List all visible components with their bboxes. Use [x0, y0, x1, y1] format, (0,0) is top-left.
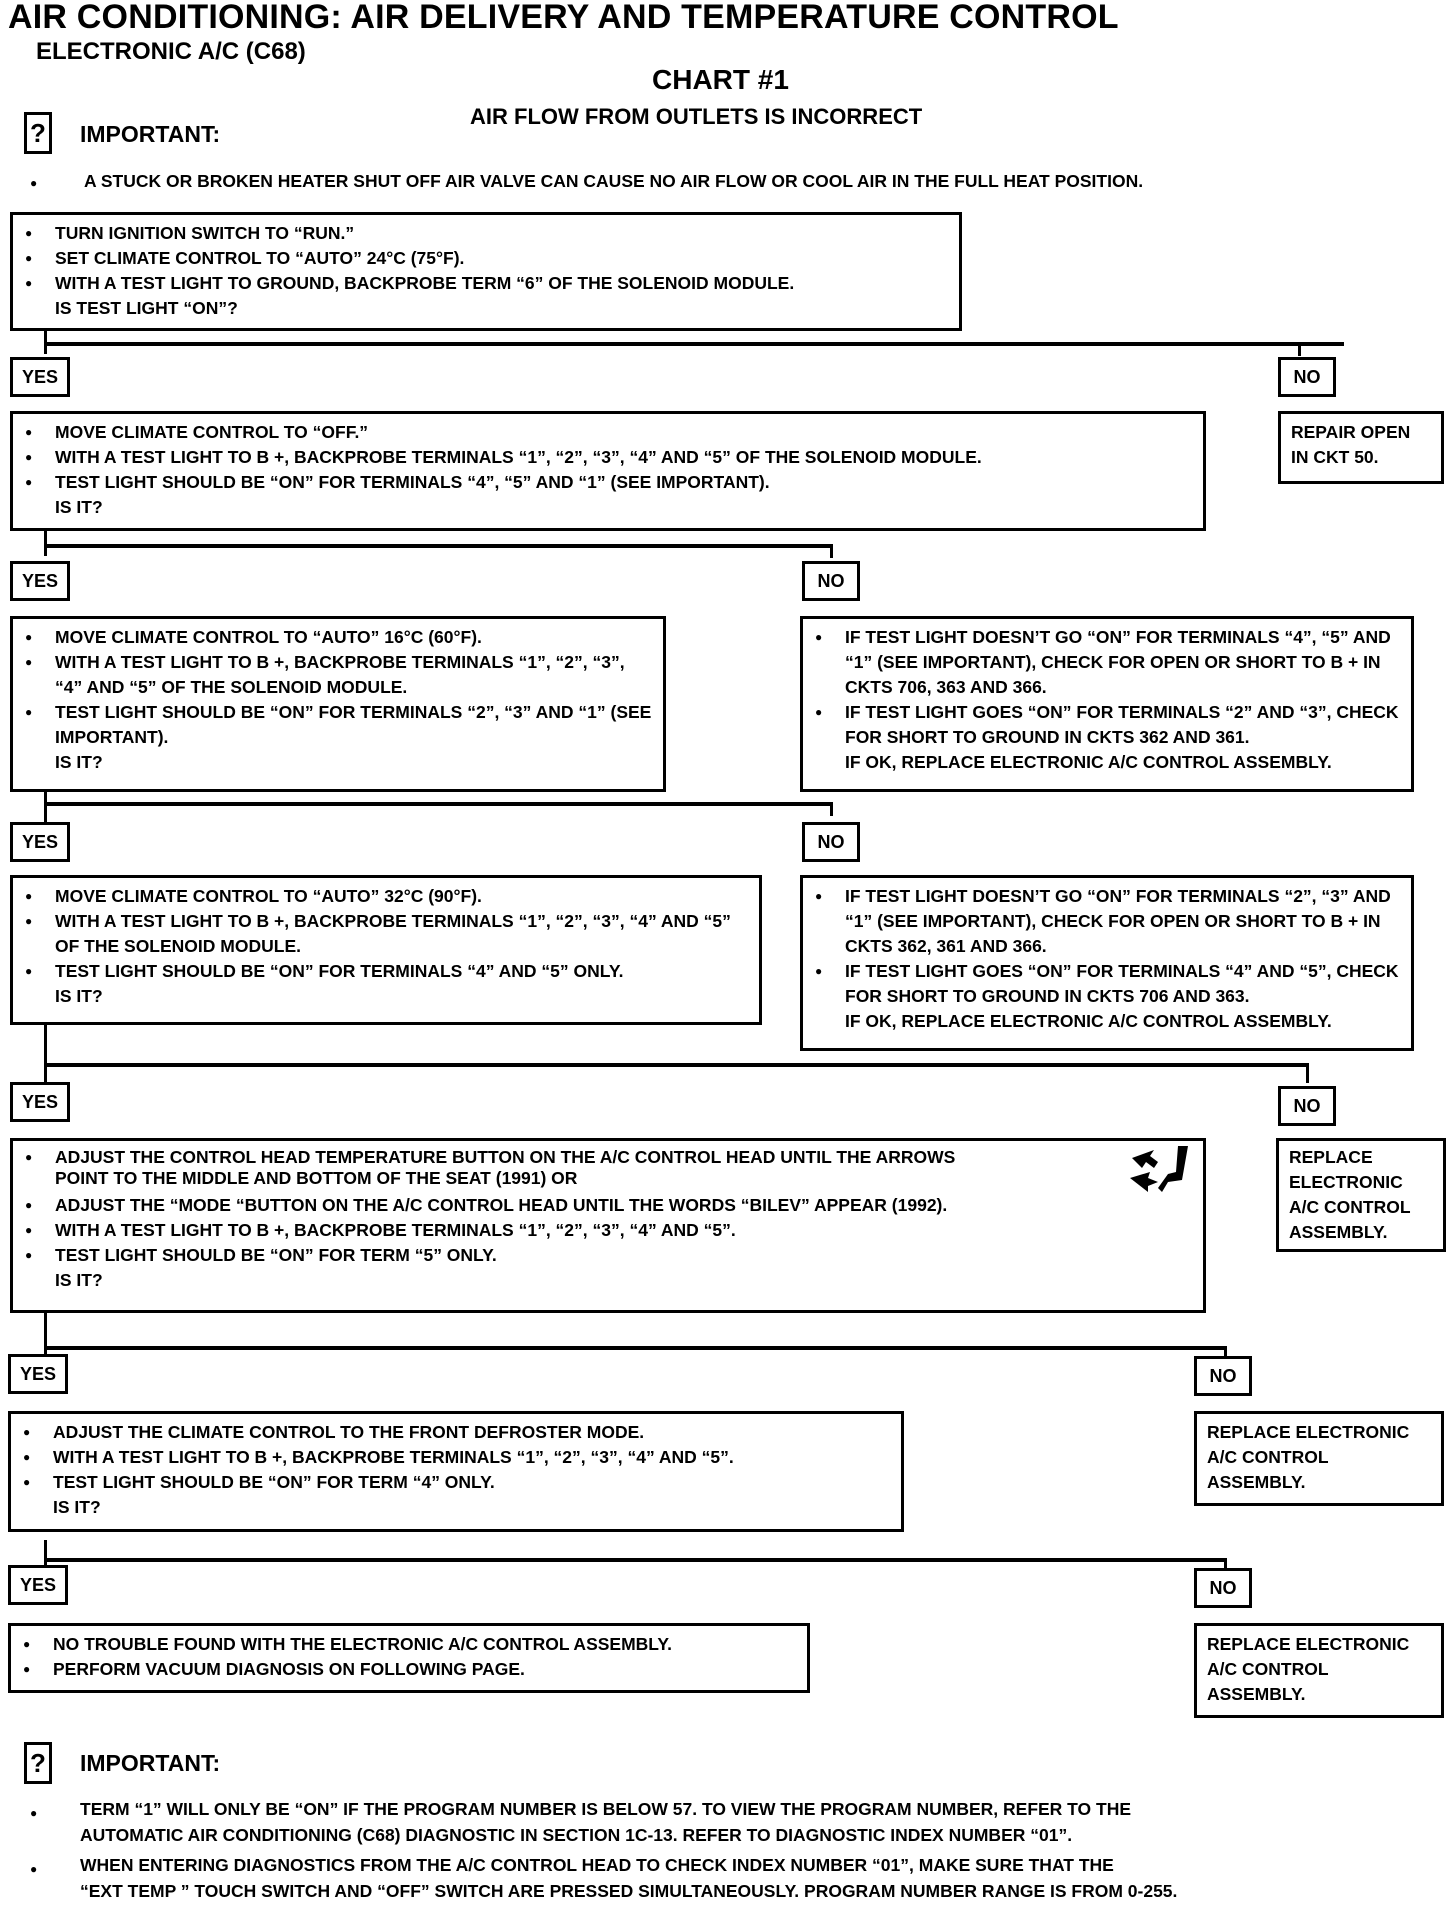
important-note: A STUCK OR BROKEN HEATER SHUT OFF AIR VALVE CAN CAUSE NO AIR FLOW OR COOL AIR IN THE FULL HEAT POSITION. — [84, 171, 1144, 191]
bullet-icon: ● — [30, 1806, 38, 1820]
step7-no-text: A/C CONTROL — [1207, 1659, 1329, 1679]
step5-item — [25, 1147, 1195, 1189]
important-icon: ? — [24, 112, 52, 154]
step5-box — [10, 1138, 1206, 1313]
connector-line — [44, 802, 832, 806]
important-note-line: AUTOMATIC AIR CONDITIONING (C68) DIAGNOSTIC IN SECTION 1C-13. REFER TO DIAGNOSTIC INDEX NUMBER “01”. — [80, 1825, 1073, 1845]
step4-item: ● MOVE CLIMATE CONTROL TO “AUTO” 32°C (90°F). — [25, 884, 751, 909]
step5-item: ● WITH A TEST LIGHT TO B +, BACKPROBE TERMINALS “1”, “2”, “3”, “4” AND “5”. — [25, 1218, 1195, 1243]
step1-no-text: REPAIR OPEN — [1291, 422, 1411, 442]
step3-question: IS IT? — [55, 752, 103, 772]
step6-item: ● ADJUST THE CLIMATE CONTROL TO THE FRONT DEFROSTER MODE. — [23, 1420, 893, 1445]
yes-label: YES — [10, 822, 70, 862]
no-label: NO — [1194, 1356, 1252, 1396]
chart-number: CHART #1 — [652, 64, 789, 95]
step2-question: IS IT? — [55, 497, 103, 517]
step2-item: ● TEST LIGHT SHOULD BE “ON” FOR TERMINALS “4”, “5” AND “1” (SEE IMPORTANT). — [25, 470, 1195, 495]
step6-question: IS IT? — [53, 1497, 101, 1517]
connector-line — [44, 530, 47, 556]
step4-box — [10, 875, 762, 1025]
important-label: IMPORTANT: — [80, 1750, 221, 1776]
connector-line — [44, 1346, 1226, 1350]
page-subtitle: ELECTRONIC A/C (C68) — [36, 38, 306, 65]
step3-no-item: ● IF TEST LIGHT DOESN’T GO “ON” FOR TERMINALS “4”, “5” AND “1” (SEE IMPORTANT), CHECK FOR OPEN OR SHORT TO B + IN CKTS 706, 363 AND 366. — [815, 625, 1403, 700]
step4-no-tail: IF OK, REPLACE ELECTRONIC A/C CONTROL ASSEMBLY. — [845, 1011, 1332, 1031]
step7-item: ● PERFORM VACUUM DIAGNOSIS ON FOLLOWING PAGE. — [23, 1657, 799, 1682]
step6-item: ● TEST LIGHT SHOULD BE “ON” FOR TERM “4” ONLY. — [23, 1470, 893, 1495]
step7-no-box — [1194, 1623, 1444, 1718]
step5-question: IS IT? — [55, 1270, 103, 1290]
step3-no-box — [800, 616, 1414, 792]
connector-line — [1306, 1063, 1309, 1083]
yes-label: YES — [10, 1082, 70, 1122]
connector-line — [44, 544, 832, 548]
step6-no-text: A/C CONTROL — [1207, 1447, 1329, 1467]
step3-item: ● MOVE CLIMATE CONTROL TO “AUTO” 16°C (60°F). — [25, 625, 655, 650]
step6-no-text: REPLACE ELECTRONIC — [1207, 1422, 1410, 1442]
connector-line — [44, 1558, 1226, 1562]
important-note-line: TERM “1” WILL ONLY BE “ON” IF THE PROGRAM NUMBER IS BELOW 57. TO VIEW THE PROGRAM NUMBER, REFER TO THE — [80, 1799, 1132, 1819]
yes-label: YES — [8, 1354, 68, 1394]
step4-question: IS IT? — [55, 986, 103, 1006]
step7-item: ● NO TROUBLE FOUND WITH THE ELECTRONIC A/C CONTROL ASSEMBLY. — [23, 1632, 799, 1657]
seat-arrows-icon — [1128, 1142, 1198, 1194]
bullet-icon: ● — [30, 176, 38, 190]
step5-no-text: A/C CONTROL — [1289, 1197, 1411, 1217]
step4-no-box — [800, 875, 1414, 1051]
bullet-icon: ● — [30, 1862, 38, 1876]
step1-box — [10, 212, 962, 331]
step1-item: ● SET CLIMATE CONTROL TO “AUTO” 24°C (75°F). — [25, 246, 951, 271]
step4-no-item: ● IF TEST LIGHT GOES “ON” FOR TERMINALS “4” AND “5”, CHECK FOR SHORT TO GROUND IN CKTS 706 AND 363. — [815, 959, 1403, 1009]
connector-line — [1298, 342, 1301, 356]
page-title: AIR CONDITIONING: AIR DELIVERY AND TEMPERATURE CONTROL — [8, 0, 1119, 36]
important-label: IMPORTANT: — [80, 121, 221, 147]
chart-subtitle: AIR FLOW FROM OUTLETS IS INCORRECT — [470, 104, 923, 129]
step2-box — [10, 411, 1206, 531]
step1-item: ● WITH A TEST LIGHT TO GROUND, BACKPROBE TERM “6” OF THE SOLENOID MODULE. — [25, 271, 951, 296]
important-note-line: WHEN ENTERING DIAGNOSTICS FROM THE A/C CONTROL HEAD TO CHECK INDEX NUMBER “01”, MAKE SURE THAT THE — [80, 1855, 1114, 1875]
connector-line — [44, 1063, 1308, 1067]
step7-no-text: REPLACE ELECTRONIC — [1207, 1634, 1410, 1654]
no-label: NO — [1194, 1568, 1252, 1608]
connector-line — [830, 544, 833, 558]
step5-no-text: ELECTRONIC — [1289, 1172, 1403, 1192]
connector-line — [44, 1312, 47, 1360]
step4-no-item: ● IF TEST LIGHT DOESN’T GO “ON” FOR TERMINALS “2”, “3” AND “1” (SEE IMPORTANT), CHECK FOR OPEN OR SHORT TO B + IN CKTS 362, 361 AND 366. — [815, 884, 1403, 959]
step5-item: ● TEST LIGHT SHOULD BE “ON” FOR TERM “5” ONLY. — [25, 1243, 1195, 1268]
step3-box — [10, 616, 666, 792]
connector-line — [44, 342, 1344, 346]
connector-line — [830, 802, 833, 816]
important-icon: ? — [24, 1742, 52, 1784]
step2-item: ● WITH A TEST LIGHT TO B +, BACKPROBE TERMINALS “1”, “2”, “3”, “4” AND “5” OF THE SOLENOID MODULE. — [25, 445, 1195, 470]
step6-box — [8, 1411, 904, 1532]
step1-item: ● TURN IGNITION SWITCH TO “RUN.” — [25, 221, 951, 246]
step3-item: ● TEST LIGHT SHOULD BE “ON” FOR TERMINALS “2”, “3” AND “1” (SEE IMPORTANT). — [25, 700, 655, 750]
step7-box — [8, 1623, 810, 1693]
no-label: NO — [1278, 1086, 1336, 1126]
step4-item: ● TEST LIGHT SHOULD BE “ON” FOR TERMINALS “4” AND “5” ONLY. — [25, 959, 751, 984]
yes-label: YES — [10, 357, 70, 397]
yes-label: YES — [10, 561, 70, 601]
step4-item: ● WITH A TEST LIGHT TO B +, BACKPROBE TERMINALS “1”, “2”, “3”, “4” AND “5” OF THE SOLENOID MODULE. — [25, 909, 751, 959]
step2-item: ● MOVE CLIMATE CONTROL TO “OFF.” — [25, 420, 1195, 445]
step3-item: ● WITH A TEST LIGHT TO B +, BACKPROBE TERMINALS “1”, “2”, “3”, “4” AND “5” OF THE SOLENOID MODULE. — [25, 650, 655, 700]
step5-item-line: POINT TO THE MIDDLE AND BOTTOM OF THE SEAT (1991) OR — [55, 1168, 578, 1188]
step3-no-item: ● IF TEST LIGHT GOES “ON” FOR TERMINALS “2” AND “3”, CHECK FOR SHORT TO GROUND IN CKTS 362 AND 361. — [815, 700, 1403, 750]
no-label: NO — [802, 561, 860, 601]
step6-no-box — [1194, 1411, 1444, 1506]
step5-no-text: ASSEMBLY. — [1289, 1222, 1388, 1242]
step5-no-text: REPLACE — [1289, 1147, 1373, 1167]
step5-item: ● ADJUST THE “MODE “BUTTON ON THE A/C CONTROL HEAD UNTIL THE WORDS “BILEV” APPEAR (1992). — [25, 1193, 1195, 1218]
step5-item-line: ● ADJUST THE CONTROL HEAD TEMPERATURE BUTTON ON THE A/C CONTROL HEAD UNTIL THE ARROWS — [55, 1147, 956, 1167]
important-note-line: “EXT TEMP ” TOUCH SWITCH AND “OFF” SWITCH ARE PRESSED SIMULTANEOUSLY. PROGRAM NUMBER RANGE IS FROM 0-255. — [80, 1881, 1178, 1901]
step6-item: ● WITH A TEST LIGHT TO B +, BACKPROBE TERMINALS “1”, “2”, “3”, “4” AND “5”. — [23, 1445, 893, 1470]
no-label: NO — [802, 822, 860, 862]
step6-no-text: ASSEMBLY. — [1207, 1472, 1306, 1492]
step5-no-box — [1276, 1138, 1446, 1252]
step7-no-text: ASSEMBLY. — [1207, 1684, 1306, 1704]
yes-label: YES — [8, 1565, 68, 1605]
step1-question: IS TEST LIGHT “ON”? — [55, 298, 238, 318]
step1-no-text: IN CKT 50. — [1291, 447, 1379, 467]
step1-no-box — [1278, 411, 1444, 484]
no-label: NO — [1278, 357, 1336, 397]
step3-no-tail: IF OK, REPLACE ELECTRONIC A/C CONTROL ASSEMBLY. — [845, 752, 1332, 772]
connector-line — [44, 1025, 47, 1083]
